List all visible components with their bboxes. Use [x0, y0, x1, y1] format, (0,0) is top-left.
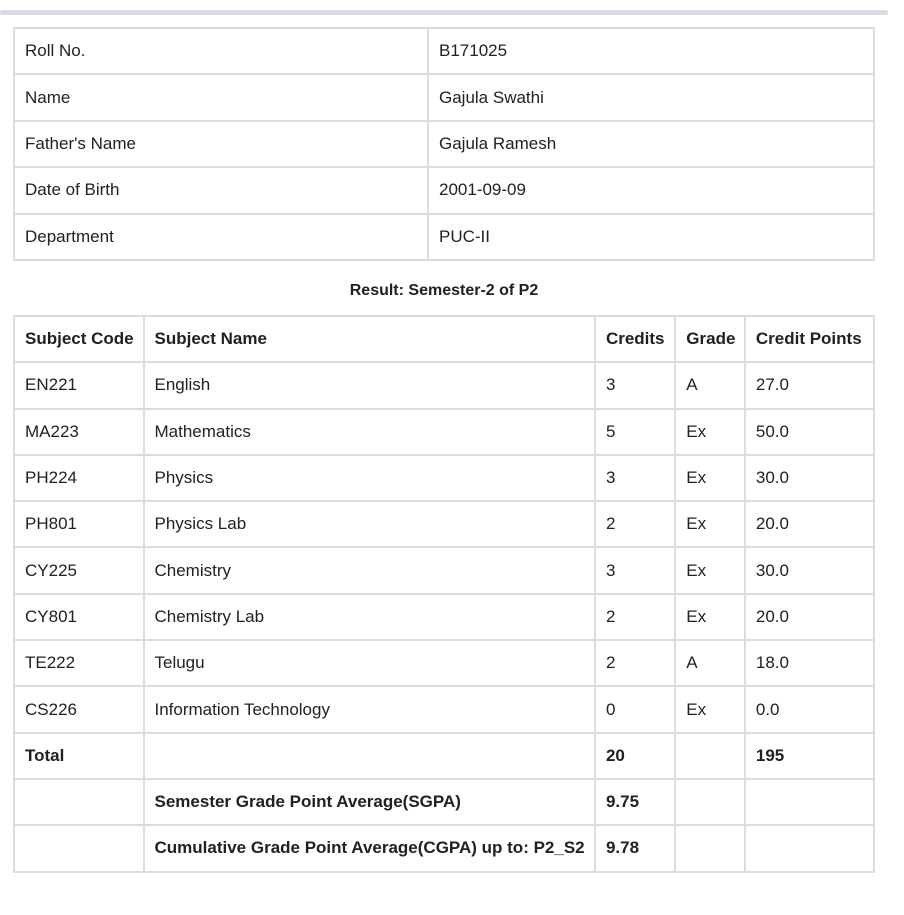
subject-credits: 0	[595, 686, 675, 732]
subject-credit-points: 30.0	[745, 547, 874, 593]
subject-name: Physics Lab	[144, 501, 595, 547]
student-info-label: Name	[14, 74, 428, 120]
subject-credits: 3	[595, 547, 675, 593]
cgpa-empty-cell	[675, 825, 745, 871]
subject-grade: Ex	[675, 409, 745, 455]
subject-credit-points: 20.0	[745, 594, 874, 640]
subject-credit-points: 27.0	[745, 362, 874, 408]
total-row	[14, 733, 874, 779]
student-info-table	[13, 27, 875, 261]
student-info-label: Department	[14, 214, 428, 260]
student-info-value: Gajula Swathi	[428, 74, 874, 120]
sgpa-value: 9.75	[595, 779, 675, 825]
cgpa-value: 9.78	[595, 825, 675, 871]
subject-row	[14, 409, 874, 455]
result-caption: Result: Semester-2 of P2	[349, 282, 539, 299]
subject-grade: Ex	[675, 501, 745, 547]
student-info-row	[14, 167, 874, 213]
subject-credits: 2	[595, 640, 675, 686]
subject-name: Physics	[144, 455, 595, 501]
sgpa-empty-cell	[675, 779, 745, 825]
sgpa-empty-cell	[14, 779, 144, 825]
header-credit-points: Credit Points	[745, 316, 874, 362]
total-credits: 20	[595, 733, 675, 779]
student-info-row	[14, 74, 874, 120]
subject-name: Information Technology	[144, 686, 595, 732]
subject-credit-points: 30.0	[745, 455, 874, 501]
subject-grade: Ex	[675, 547, 745, 593]
results-header-row	[14, 316, 874, 362]
subject-row	[14, 455, 874, 501]
subject-name: Chemistry Lab	[144, 594, 595, 640]
subject-credits: 5	[595, 409, 675, 455]
sgpa-row	[14, 779, 874, 825]
subject-code: CY225	[14, 547, 144, 593]
subject-row	[14, 594, 874, 640]
subject-row	[14, 547, 874, 593]
cgpa-empty-cell	[745, 825, 874, 871]
subject-name: Chemistry	[144, 547, 595, 593]
total-label: Total	[14, 733, 144, 779]
student-info-value: B171025	[428, 28, 874, 74]
header-credits: Credits	[595, 316, 675, 362]
subject-code: PH801	[14, 501, 144, 547]
subject-credits: 3	[595, 455, 675, 501]
sgpa-label: Semester Grade Point Average(SGPA)	[144, 779, 595, 825]
subject-code: EN221	[14, 362, 144, 408]
student-info-row	[14, 28, 874, 74]
student-info-value: Gajula Ramesh	[428, 121, 874, 167]
top-divider-bar	[0, 10, 888, 15]
student-info-label: Father's Name	[14, 121, 428, 167]
total-empty-cell	[144, 733, 595, 779]
cgpa-empty-cell	[14, 825, 144, 871]
subject-credits: 2	[595, 501, 675, 547]
subject-grade: A	[675, 362, 745, 408]
subject-row	[14, 362, 874, 408]
subject-code: CS226	[14, 686, 144, 732]
subject-code: MA223	[14, 409, 144, 455]
header-subject-code: Subject Code	[14, 316, 144, 362]
subject-code: PH224	[14, 455, 144, 501]
subject-row	[14, 501, 874, 547]
subject-code: TE222	[14, 640, 144, 686]
student-info-row	[14, 214, 874, 260]
subject-code: CY801	[14, 594, 144, 640]
header-subject-name: Subject Name	[144, 316, 595, 362]
sgpa-empty-cell	[745, 779, 874, 825]
student-info-value: 2001-09-09	[428, 167, 874, 213]
total-grade-empty-cell	[675, 733, 745, 779]
cgpa-label: Cumulative Grade Point Average(CGPA) up to: P2_S2	[144, 825, 595, 871]
subject-grade: A	[675, 640, 745, 686]
results-table	[13, 315, 875, 873]
subject-grade: Ex	[675, 594, 745, 640]
student-info-label: Date of Birth	[14, 167, 428, 213]
student-info-label: Roll No.	[14, 28, 428, 74]
subject-row	[14, 640, 874, 686]
subject-credit-points: 20.0	[745, 501, 874, 547]
subject-credits: 2	[595, 594, 675, 640]
subject-credit-points: 50.0	[745, 409, 874, 455]
subject-grade: Ex	[675, 686, 745, 732]
subject-credit-points: 18.0	[745, 640, 874, 686]
student-info-value: PUC-II	[428, 214, 874, 260]
subject-name: English	[144, 362, 595, 408]
header-grade: Grade	[675, 316, 745, 362]
cgpa-row	[14, 825, 874, 871]
subject-credit-points: 0.0	[745, 686, 874, 732]
student-info-row	[14, 121, 874, 167]
total-credit-points: 195	[745, 733, 874, 779]
subject-row	[14, 686, 874, 732]
subject-name: Telugu	[144, 640, 595, 686]
subject-name: Mathematics	[144, 409, 595, 455]
subject-credits: 3	[595, 362, 675, 408]
subject-grade: Ex	[675, 455, 745, 501]
